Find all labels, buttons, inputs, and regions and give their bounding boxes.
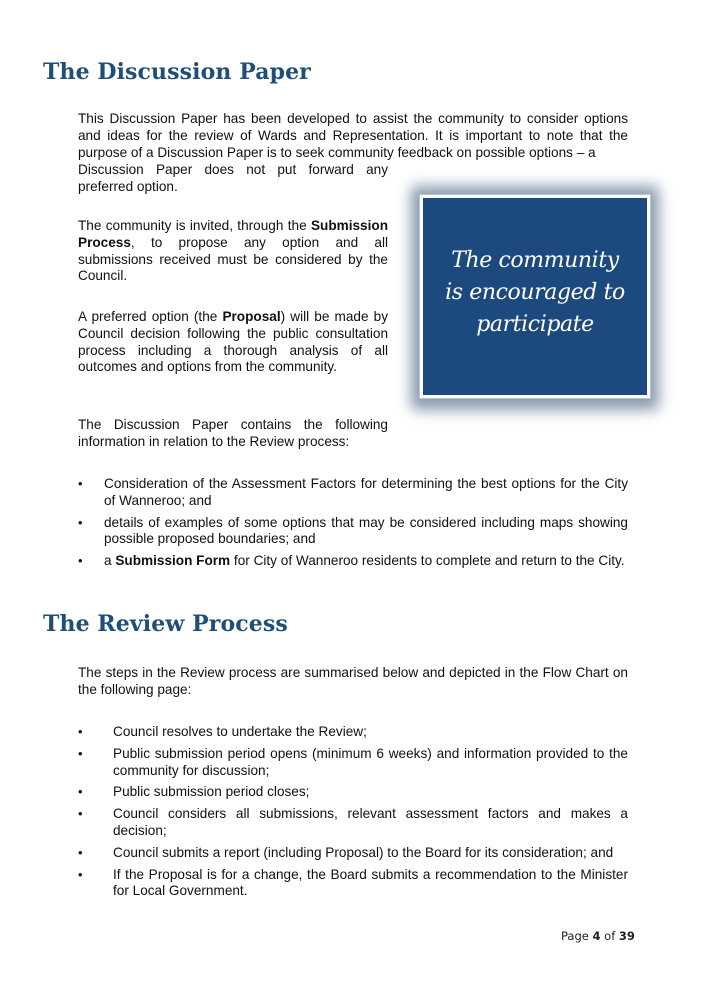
list-item: • If the Proposal is for a change, the Board submits a recommendation to the Minister for Local Government. — [78, 866, 628, 899]
callout-text: The community is encouraged to participate — [445, 247, 625, 337]
list-item: • Public submission period opens (minimum 6 weeks) and information provided to the community for discussion; — [78, 745, 628, 778]
bullet-icon: • — [78, 476, 83, 491]
callout-box — [420, 195, 650, 398]
intro-paragraph-full-width: This Discussion Paper has been developed to assist the community to consider options and ideas for the review of Wards and Representation. It is important to note that the purpose of a Discussion Paper is to seek community feedback on possible options – a — [78, 111, 628, 160]
contents-bullet-list — [78, 476, 628, 575]
review-intro-paragraph: The steps in the Review process are summarised below and depicted in the Flow Chart on the following page: — [78, 665, 628, 697]
list-item: • Council considers all submissions, relevant assessment factors and makes a decision; — [78, 806, 628, 838]
list-item: • Public submission period closes; — [78, 784, 310, 800]
bullet-icon: • — [78, 806, 83, 822]
review-steps-list — [78, 724, 628, 905]
bullet-icon: • — [78, 866, 83, 882]
list-item: • Council submits a report (including Proposal) to the Board for its consideration; and — [78, 844, 614, 860]
paragraph-proposal: A preferred option (the Proposal) will be made by Council decision following the public consultation process including a thorough analysis of all outcomes and options from the community. — [78, 309, 388, 375]
paragraph-submission-process: The community is invited, through the Submission Process, to propose any option and all submissions received must be considered by the Council. — [78, 218, 388, 284]
list-item: • a Submission Form for City of Wanneroo residents to complete and return to the City. — [78, 553, 625, 569]
list-item: • Council resolves to undertake the Review; — [78, 724, 367, 739]
bullet-icon: • — [78, 724, 83, 739]
bullet-icon: • — [78, 745, 83, 761]
paragraph-contents: The Discussion Paper contains the following information in relation to the Review process: — [78, 417, 388, 449]
list-item: • Consideration of the Assessment Factors for determining the best options for the City of Wanneroo; and — [78, 476, 628, 508]
section-heading-review-process: The Review Process — [43, 611, 288, 637]
intro-paragraph-narrow-column: Discussion Paper does not put forward any preferred option. — [78, 162, 388, 194]
bullet-icon: • — [78, 844, 83, 860]
bullet-icon: • — [78, 514, 83, 530]
bullet-icon: • — [78, 784, 83, 800]
section-heading-discussion-paper: The Discussion Paper — [43, 59, 311, 85]
list-item: • details of examples of some options that may be considered including maps showing possible proposed boundaries; and — [78, 514, 628, 547]
page-number: Page 4 of 39 — [561, 929, 635, 943]
bullet-icon: • — [78, 553, 83, 569]
